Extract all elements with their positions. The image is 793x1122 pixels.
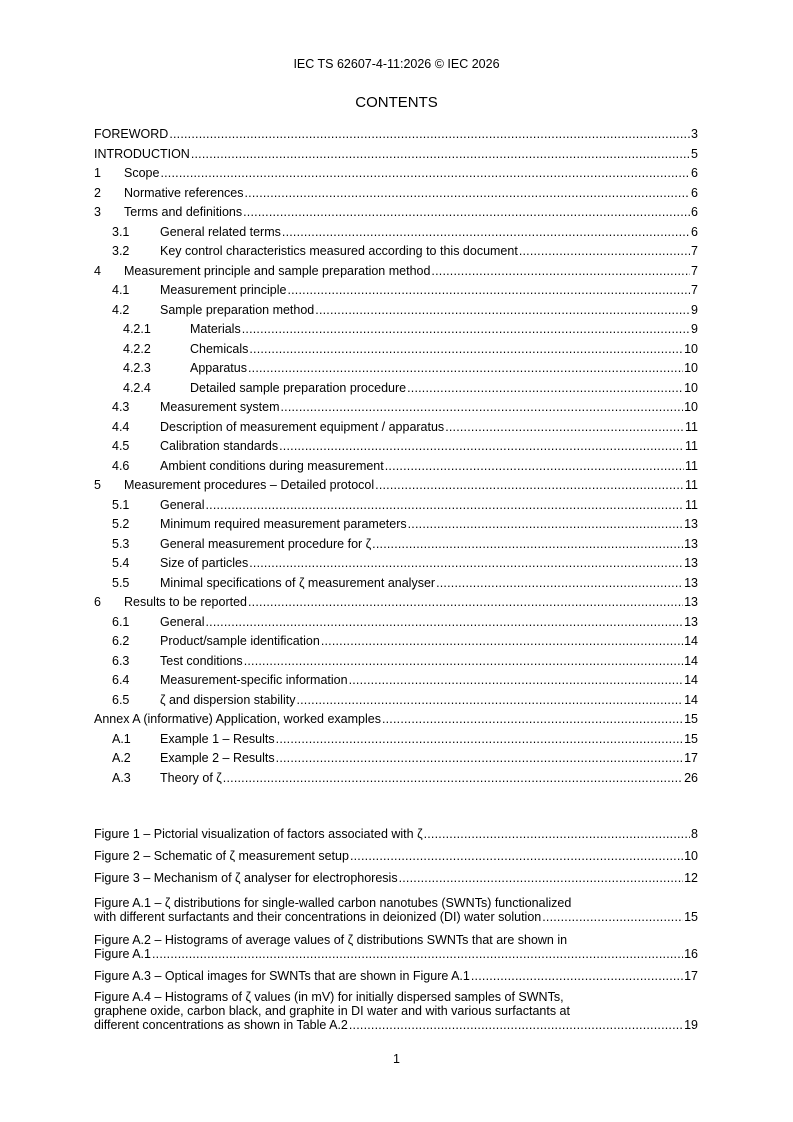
toc-entry-page: 10 bbox=[684, 341, 698, 356]
dot-leader bbox=[245, 184, 691, 204]
figure-caption-line: Figure A.1 – ζ distributions for single-walled carbon nanotubes (SWNTs) functionalized bbox=[94, 896, 572, 910]
page-header: IEC TS 62607-4-11:2026 © IEC 2026 bbox=[293, 57, 500, 71]
toc-entry[interactable] bbox=[94, 262, 698, 282]
toc-entry-number: 4.1 bbox=[112, 283, 130, 297]
toc-entry-page: 6 bbox=[691, 185, 698, 200]
toc-entry-title: Scope bbox=[124, 166, 160, 180]
toc-entry-title: ζ and dispersion stability bbox=[160, 692, 296, 707]
dot-leader bbox=[249, 340, 683, 360]
toc-entry-number: 6.4 bbox=[112, 673, 130, 687]
toc-entry-page: 14 bbox=[684, 653, 698, 668]
figure-list-entry[interactable] bbox=[94, 871, 698, 885]
figure-caption-line: Figure A.1 bbox=[94, 947, 151, 961]
toc-entry-page: 14 bbox=[684, 673, 698, 687]
toc-entry-number: A.1 bbox=[112, 731, 131, 746]
toc-entry[interactable] bbox=[94, 145, 698, 165]
toc-entry-page: 6 bbox=[691, 166, 698, 180]
page-number: 1 bbox=[393, 1052, 400, 1066]
figure-list-entry[interactable] bbox=[94, 896, 698, 924]
dot-leader bbox=[282, 223, 690, 243]
dot-leader bbox=[152, 947, 683, 961]
toc-entry-title: Materials bbox=[190, 322, 241, 336]
toc-entry-number: 3.1 bbox=[112, 224, 130, 239]
toc-entry-title: Measurement-specific information bbox=[160, 673, 348, 687]
toc-entry[interactable] bbox=[94, 301, 698, 321]
toc-entry[interactable] bbox=[94, 379, 698, 399]
toc-entry-title: Calibration standards bbox=[160, 439, 279, 453]
toc-entry[interactable] bbox=[94, 398, 698, 418]
toc-entry[interactable] bbox=[94, 476, 698, 496]
toc-entry[interactable] bbox=[94, 281, 698, 301]
dot-leader bbox=[315, 301, 690, 321]
dot-leader bbox=[160, 164, 690, 184]
toc-entry-page: 13 bbox=[684, 517, 698, 531]
dot-leader bbox=[436, 574, 683, 594]
dot-leader bbox=[445, 418, 684, 438]
toc-entry-number: 5 bbox=[94, 478, 101, 492]
toc-entry-page: 13 bbox=[684, 575, 698, 590]
toc-entry-title: Sample preparation method bbox=[160, 302, 315, 317]
dot-leader bbox=[350, 849, 683, 863]
toc-entry-title: Detailed sample preparation procedure bbox=[190, 380, 407, 395]
toc-entry-page: 13 bbox=[684, 536, 698, 551]
toc-entry-title: INTRODUCTION bbox=[94, 146, 190, 161]
figure-page: 12 bbox=[684, 871, 698, 885]
toc-entry-number: 6.1 bbox=[112, 614, 130, 629]
dot-leader bbox=[279, 437, 684, 457]
toc-entry-page: 13 bbox=[684, 595, 698, 609]
toc-entry-number: 3.2 bbox=[112, 244, 130, 258]
toc-entry-number: 3 bbox=[94, 205, 101, 219]
toc-entry-page: 11 bbox=[685, 497, 698, 512]
toc-entry-number: 5.3 bbox=[112, 536, 130, 551]
toc-entry-number: A.2 bbox=[112, 751, 131, 765]
dot-leader bbox=[542, 910, 683, 924]
figure-caption-line: different concentrations as shown in Table A.2 bbox=[94, 1018, 348, 1032]
toc-entry-number: 6 bbox=[94, 595, 101, 609]
figure-caption-line: Figure 3 – Mechanism of ζ analyser for electrophoresis bbox=[94, 871, 398, 885]
toc-entry-number: 5.5 bbox=[112, 575, 130, 590]
toc-entry[interactable] bbox=[94, 515, 698, 535]
toc-entry-page: 15 bbox=[684, 712, 698, 726]
toc-entry-number: 1 bbox=[94, 166, 101, 180]
page-title: CONTENTS bbox=[355, 94, 438, 111]
dot-leader bbox=[375, 476, 684, 496]
table-of-contents bbox=[94, 125, 698, 788]
toc-entry-number: 4.2.1 bbox=[123, 322, 151, 336]
figure-page: 10 bbox=[684, 849, 698, 863]
toc-entry[interactable] bbox=[94, 418, 698, 438]
toc-entry-page: 14 bbox=[684, 692, 698, 707]
toc-entry-page: 7 bbox=[691, 263, 698, 278]
figure-page: 15 bbox=[684, 910, 698, 924]
toc-entry[interactable] bbox=[94, 359, 698, 379]
toc-entry-title: Example 2 – Results bbox=[160, 751, 275, 765]
toc-entry-number: 6.3 bbox=[112, 653, 130, 668]
toc-entry-page: 17 bbox=[684, 751, 698, 765]
dot-leader bbox=[349, 1018, 683, 1032]
toc-entry-page: 15 bbox=[684, 731, 698, 746]
dot-leader bbox=[205, 496, 684, 516]
toc-entry[interactable] bbox=[94, 203, 698, 223]
toc-entry-title: FOREWORD bbox=[94, 127, 169, 141]
dot-leader bbox=[399, 871, 684, 885]
figure-page: 19 bbox=[684, 1018, 698, 1032]
toc-entry-page: 10 bbox=[684, 400, 698, 414]
toc-entry-number: 6.5 bbox=[112, 692, 130, 707]
toc-entry-title: Results to be reported bbox=[124, 595, 247, 609]
dot-leader bbox=[321, 632, 683, 652]
toc-entry[interactable] bbox=[94, 340, 698, 360]
toc-entry-number: 4.2 bbox=[112, 302, 130, 317]
figure-caption-line: graphene oxide, carbon black, and graphite in DI water and with various surfactants at bbox=[94, 1004, 570, 1018]
toc-entry[interactable] bbox=[94, 223, 698, 243]
toc-entry[interactable] bbox=[94, 710, 698, 730]
dot-leader bbox=[382, 710, 683, 730]
toc-entry-title: Measurement principle and sample preparation method bbox=[124, 263, 431, 278]
toc-entry-title: Test conditions bbox=[160, 653, 243, 668]
figure-page: 16 bbox=[684, 947, 698, 961]
figure-caption-line: Figure A.4 – Histograms of ζ values (in mV) for initially dispersed samples of SWNTs, bbox=[94, 990, 564, 1004]
dot-leader bbox=[431, 262, 690, 282]
toc-entry-number: 4.3 bbox=[112, 400, 130, 414]
toc-entry-number: 4.2.2 bbox=[123, 341, 151, 356]
dot-leader bbox=[242, 320, 690, 340]
dot-leader bbox=[372, 535, 683, 555]
toc-entry-page: 9 bbox=[691, 322, 698, 336]
toc-entry[interactable] bbox=[94, 769, 698, 789]
figure-page: 17 bbox=[684, 969, 698, 983]
toc-entry-title: Minimum required measurement parameters bbox=[160, 517, 407, 531]
toc-entry-title: General related terms bbox=[160, 224, 281, 239]
toc-entry-number: 2 bbox=[94, 185, 101, 200]
toc-entry-title: Chemicals bbox=[190, 341, 249, 356]
toc-entry-page: 7 bbox=[691, 283, 698, 297]
toc-entry-title: Annex A (informative) Application, worked examples bbox=[94, 712, 381, 726]
toc-entry-title: Theory of ζ bbox=[160, 770, 222, 785]
toc-entry-title: Measurement procedures – Detailed protocol bbox=[124, 478, 375, 492]
dot-leader bbox=[223, 769, 683, 789]
toc-entry-title: Normative references bbox=[124, 185, 244, 200]
toc-entry[interactable] bbox=[94, 535, 698, 555]
toc-entry-page: 6 bbox=[691, 224, 698, 239]
toc-entry[interactable] bbox=[94, 593, 698, 613]
dot-leader bbox=[349, 671, 684, 691]
toc-entry-page: 13 bbox=[684, 556, 698, 570]
toc-entry[interactable] bbox=[94, 691, 698, 711]
toc-entry[interactable] bbox=[94, 457, 698, 477]
toc-entry-title: Product/sample identification bbox=[160, 634, 320, 648]
toc-entry[interactable] bbox=[94, 613, 698, 633]
figure-caption-line: with different surfactants and their concentrations in deionized (DI) water solution bbox=[94, 910, 542, 924]
toc-entry[interactable] bbox=[94, 652, 698, 672]
toc-entry-title: Terms and definitions bbox=[124, 205, 243, 219]
toc-entry-title: Measurement principle bbox=[160, 283, 287, 297]
dot-leader bbox=[385, 457, 684, 477]
toc-entry-number: 4.2.4 bbox=[123, 380, 151, 395]
toc-entry[interactable] bbox=[94, 184, 698, 204]
toc-entry-number: 4.5 bbox=[112, 439, 130, 453]
dot-leader bbox=[424, 827, 690, 841]
toc-entry-page: 10 bbox=[684, 380, 698, 395]
toc-entry[interactable] bbox=[94, 125, 698, 145]
toc-entry-number: A.3 bbox=[112, 770, 131, 785]
dot-leader bbox=[408, 515, 683, 535]
dot-leader bbox=[280, 398, 683, 418]
toc-entry[interactable] bbox=[94, 671, 698, 691]
dot-leader bbox=[205, 613, 683, 633]
toc-entry-title: General bbox=[160, 497, 205, 512]
dot-leader bbox=[249, 554, 683, 574]
dot-leader bbox=[244, 652, 683, 672]
dot-leader bbox=[471, 969, 683, 983]
toc-entry-page: 5 bbox=[691, 146, 698, 161]
toc-entry-page: 6 bbox=[691, 205, 698, 219]
toc-entry-page: 26 bbox=[684, 770, 698, 785]
dot-leader bbox=[248, 593, 683, 613]
toc-entry-number: 6.2 bbox=[112, 634, 130, 648]
toc-entry-number: 4 bbox=[94, 263, 101, 278]
dot-leader bbox=[248, 359, 683, 379]
toc-entry[interactable] bbox=[94, 749, 698, 769]
toc-entry-page: 11 bbox=[685, 478, 698, 492]
toc-entry[interactable] bbox=[94, 242, 698, 262]
toc-entry-title: Ambient conditions during measurement bbox=[160, 458, 384, 473]
toc-entry-number: 4.4 bbox=[112, 419, 130, 434]
figure-caption-line: Figure A.2 – Histograms of average values of ζ distributions SWNTs that are shown in bbox=[94, 933, 568, 947]
toc-entry[interactable] bbox=[94, 437, 698, 457]
toc-entry-page: 7 bbox=[691, 244, 698, 258]
dot-leader bbox=[276, 749, 683, 769]
toc-entry-number: 4.6 bbox=[112, 458, 130, 473]
dot-leader bbox=[191, 145, 690, 165]
toc-entry-title: Size of particles bbox=[160, 556, 249, 570]
figure-list-entry[interactable] bbox=[94, 990, 698, 1032]
toc-entry-number: 5.2 bbox=[112, 517, 130, 531]
figure-caption-line: Figure 1 – Pictorial visualization of factors associated with ζ bbox=[94, 827, 423, 841]
figure-caption-line: Figure A.3 – Optical images for SWNTs that are shown in Figure A.1 bbox=[94, 969, 470, 983]
figure-page: 8 bbox=[691, 827, 698, 841]
figure-list-entry[interactable] bbox=[94, 827, 698, 841]
toc-entry-number: 4.2.3 bbox=[123, 361, 151, 375]
toc-entry-page: 11 bbox=[685, 439, 698, 453]
toc-entry[interactable] bbox=[94, 632, 698, 652]
figure-list-entry[interactable] bbox=[94, 849, 698, 863]
dot-leader bbox=[296, 691, 683, 711]
toc-entry-title: General bbox=[160, 614, 205, 629]
toc-entry-page: 10 bbox=[684, 361, 698, 375]
toc-entry-page: 14 bbox=[684, 634, 698, 648]
dot-leader bbox=[287, 281, 690, 301]
toc-entry-number: 5.1 bbox=[112, 497, 130, 512]
dot-leader bbox=[243, 203, 690, 223]
figure-list-entry[interactable] bbox=[94, 933, 698, 961]
dot-leader bbox=[169, 125, 690, 145]
figure-caption-line: Figure 2 – Schematic of ζ measurement setup bbox=[94, 849, 349, 863]
toc-entry[interactable] bbox=[94, 320, 698, 340]
figure-list-entry[interactable] bbox=[94, 969, 698, 983]
dot-leader bbox=[519, 242, 690, 262]
toc-entry-title: Key control characteristics measured according to this document bbox=[160, 244, 518, 258]
toc-entry-page: 13 bbox=[684, 614, 698, 629]
toc-entry-page: 3 bbox=[691, 127, 698, 141]
toc-entry-title: Apparatus bbox=[190, 361, 247, 375]
toc-entry-number: 5.4 bbox=[112, 556, 130, 570]
toc-entry-title: Measurement system bbox=[160, 400, 280, 414]
toc-entry[interactable] bbox=[94, 730, 698, 750]
toc-entry[interactable] bbox=[94, 164, 698, 184]
toc-entry-page: 11 bbox=[685, 458, 698, 473]
dot-leader bbox=[276, 730, 683, 750]
toc-entry-title: Minimal specifications of ζ measurement analyser bbox=[160, 575, 436, 590]
toc-entry-title: Example 1 – Results bbox=[160, 731, 275, 746]
toc-entry[interactable] bbox=[94, 496, 698, 516]
toc-entry-page: 11 bbox=[685, 419, 698, 434]
toc-entry-title: General measurement procedure for ζ bbox=[160, 536, 372, 551]
toc-entry[interactable] bbox=[94, 574, 698, 594]
toc-entry[interactable] bbox=[94, 554, 698, 574]
toc-entry-title: Description of measurement equipment / apparatus bbox=[160, 419, 445, 434]
toc-entry-page: 9 bbox=[691, 302, 698, 317]
dot-leader bbox=[407, 379, 683, 399]
